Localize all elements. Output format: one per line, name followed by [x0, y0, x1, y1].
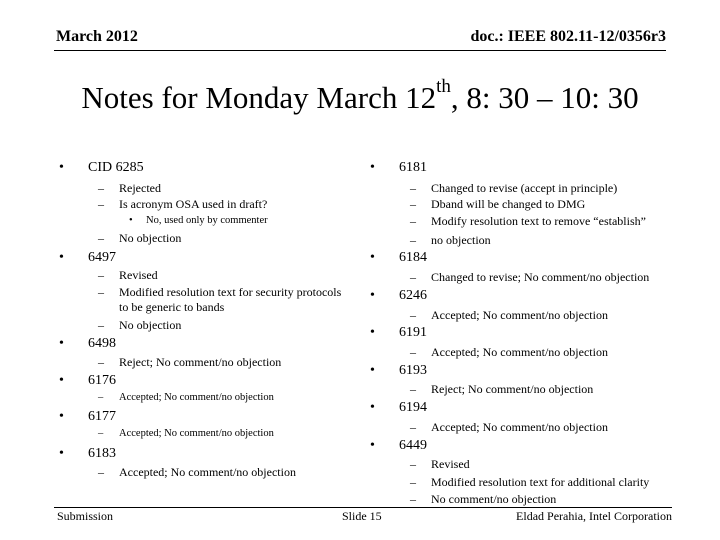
footer-submission: Submission	[57, 509, 114, 523]
item-6181-sub: Changed to revise (accept in principle)	[431, 181, 618, 195]
bullet-marker: •	[370, 400, 375, 415]
bullet-marker: •	[370, 250, 375, 265]
bullet-marker: •	[59, 446, 64, 461]
item-6497-sub: Revised	[119, 268, 158, 282]
dash-marker: –	[410, 197, 416, 211]
item-6184-label: 6184	[399, 250, 427, 265]
bullet-marker: •	[59, 409, 64, 424]
item-6184-sub: Changed to revise; No comment/no objection	[431, 270, 650, 284]
bullet-marker: •	[59, 373, 64, 388]
slide-title: Notes for Monday March 12th, 8: 30 – 10: 30	[81, 76, 639, 115]
dash-marker: –	[410, 492, 416, 506]
bullet-marker: •	[59, 336, 64, 351]
item-6181-sub: Dband will be changed to DMG	[431, 197, 586, 211]
dash-marker: –	[410, 308, 416, 322]
footer-rule	[54, 507, 672, 508]
item-6193-sub: Reject; No comment/no objection	[431, 382, 594, 396]
item-6191-label: 6191	[399, 325, 427, 340]
dash-marker: –	[98, 197, 104, 211]
dash-marker: –	[410, 457, 416, 471]
bullet-marker: •	[59, 160, 64, 175]
footer-slide-number: Slide 15	[342, 509, 382, 523]
item-6176-sub: Accepted; No comment/no objection	[119, 392, 274, 403]
item-6193-label: 6193	[399, 363, 427, 378]
bullet-marker: •	[129, 215, 133, 226]
header-date: March 2012	[56, 28, 138, 45]
dash-marker: –	[410, 214, 416, 228]
header-rule	[54, 50, 666, 51]
dash-marker: –	[98, 231, 104, 245]
dash-marker: –	[410, 475, 416, 489]
footer-author: Eldad Perahia, Intel Corporation	[516, 509, 672, 523]
dash-marker: –	[410, 270, 416, 284]
dash-marker: –	[410, 382, 416, 396]
item-6176-label: 6176	[88, 373, 116, 388]
dash-marker: –	[410, 345, 416, 359]
item-6498-sub: Reject; No comment/no objection	[119, 355, 282, 369]
item-cid6285-sub: Is acronym OSA used in draft?	[119, 197, 268, 211]
dash-marker: –	[410, 233, 416, 247]
bullet-marker: •	[59, 250, 64, 265]
item-6183-sub: Accepted; No comment/no objection	[119, 465, 296, 479]
item-6246-label: 6246	[399, 288, 427, 303]
bullet-marker: •	[370, 438, 375, 453]
header-doc-number: doc.: IEEE 802.11-12/0356r3	[470, 28, 666, 45]
dash-marker: –	[98, 428, 104, 439]
item-cid6285-label: CID 6285	[88, 160, 144, 175]
item-6246-sub: Accepted; No comment/no objection	[431, 308, 608, 322]
item-6449-sub: No comment/no objection	[431, 492, 557, 506]
item-cid6285-sub: Rejected	[119, 181, 161, 195]
dash-marker: –	[410, 420, 416, 434]
dash-marker: –	[98, 465, 104, 479]
item-6191-sub: Accepted; No comment/no objection	[431, 345, 608, 359]
bullet-marker: •	[370, 363, 375, 378]
item-6449-sub: Modified resolution text for additional clarity	[431, 475, 650, 489]
item-6177-sub: Accepted; No comment/no objection	[119, 428, 274, 439]
item-6183-label: 6183	[88, 446, 116, 461]
bullet-marker: •	[370, 325, 375, 340]
item-cid6285-subsub: No, used only by commenter	[146, 215, 268, 226]
item-6177-label: 6177	[88, 409, 116, 424]
dash-marker: –	[98, 318, 104, 332]
item-cid6285-sub: No objection	[119, 231, 182, 245]
item-6181-label: 6181	[399, 160, 427, 175]
item-6497-label: 6497	[88, 250, 116, 265]
item-6194-sub: Accepted; No comment/no objection	[431, 420, 608, 434]
dash-marker: –	[98, 285, 104, 299]
dash-marker: –	[410, 181, 416, 195]
item-6181-sub: no objection	[431, 233, 491, 247]
item-6181-sub: Modify resolution text to remove “establish”	[431, 214, 646, 228]
item-6194-label: 6194	[399, 400, 427, 415]
dash-marker: –	[98, 355, 104, 369]
bullet-marker: •	[370, 288, 375, 303]
dash-marker: –	[98, 181, 104, 195]
dash-marker: –	[98, 268, 104, 282]
item-6497-sub: Modified resolution text for security protocols	[119, 285, 342, 299]
item-6449-sub: Revised	[431, 457, 470, 471]
item-6497-sub: to be generic to bands	[119, 300, 225, 314]
item-6497-sub: No objection	[119, 318, 182, 332]
dash-marker: –	[98, 392, 104, 403]
bullet-marker: •	[370, 160, 375, 175]
item-6498-label: 6498	[88, 336, 116, 351]
item-6449-label: 6449	[399, 438, 427, 453]
